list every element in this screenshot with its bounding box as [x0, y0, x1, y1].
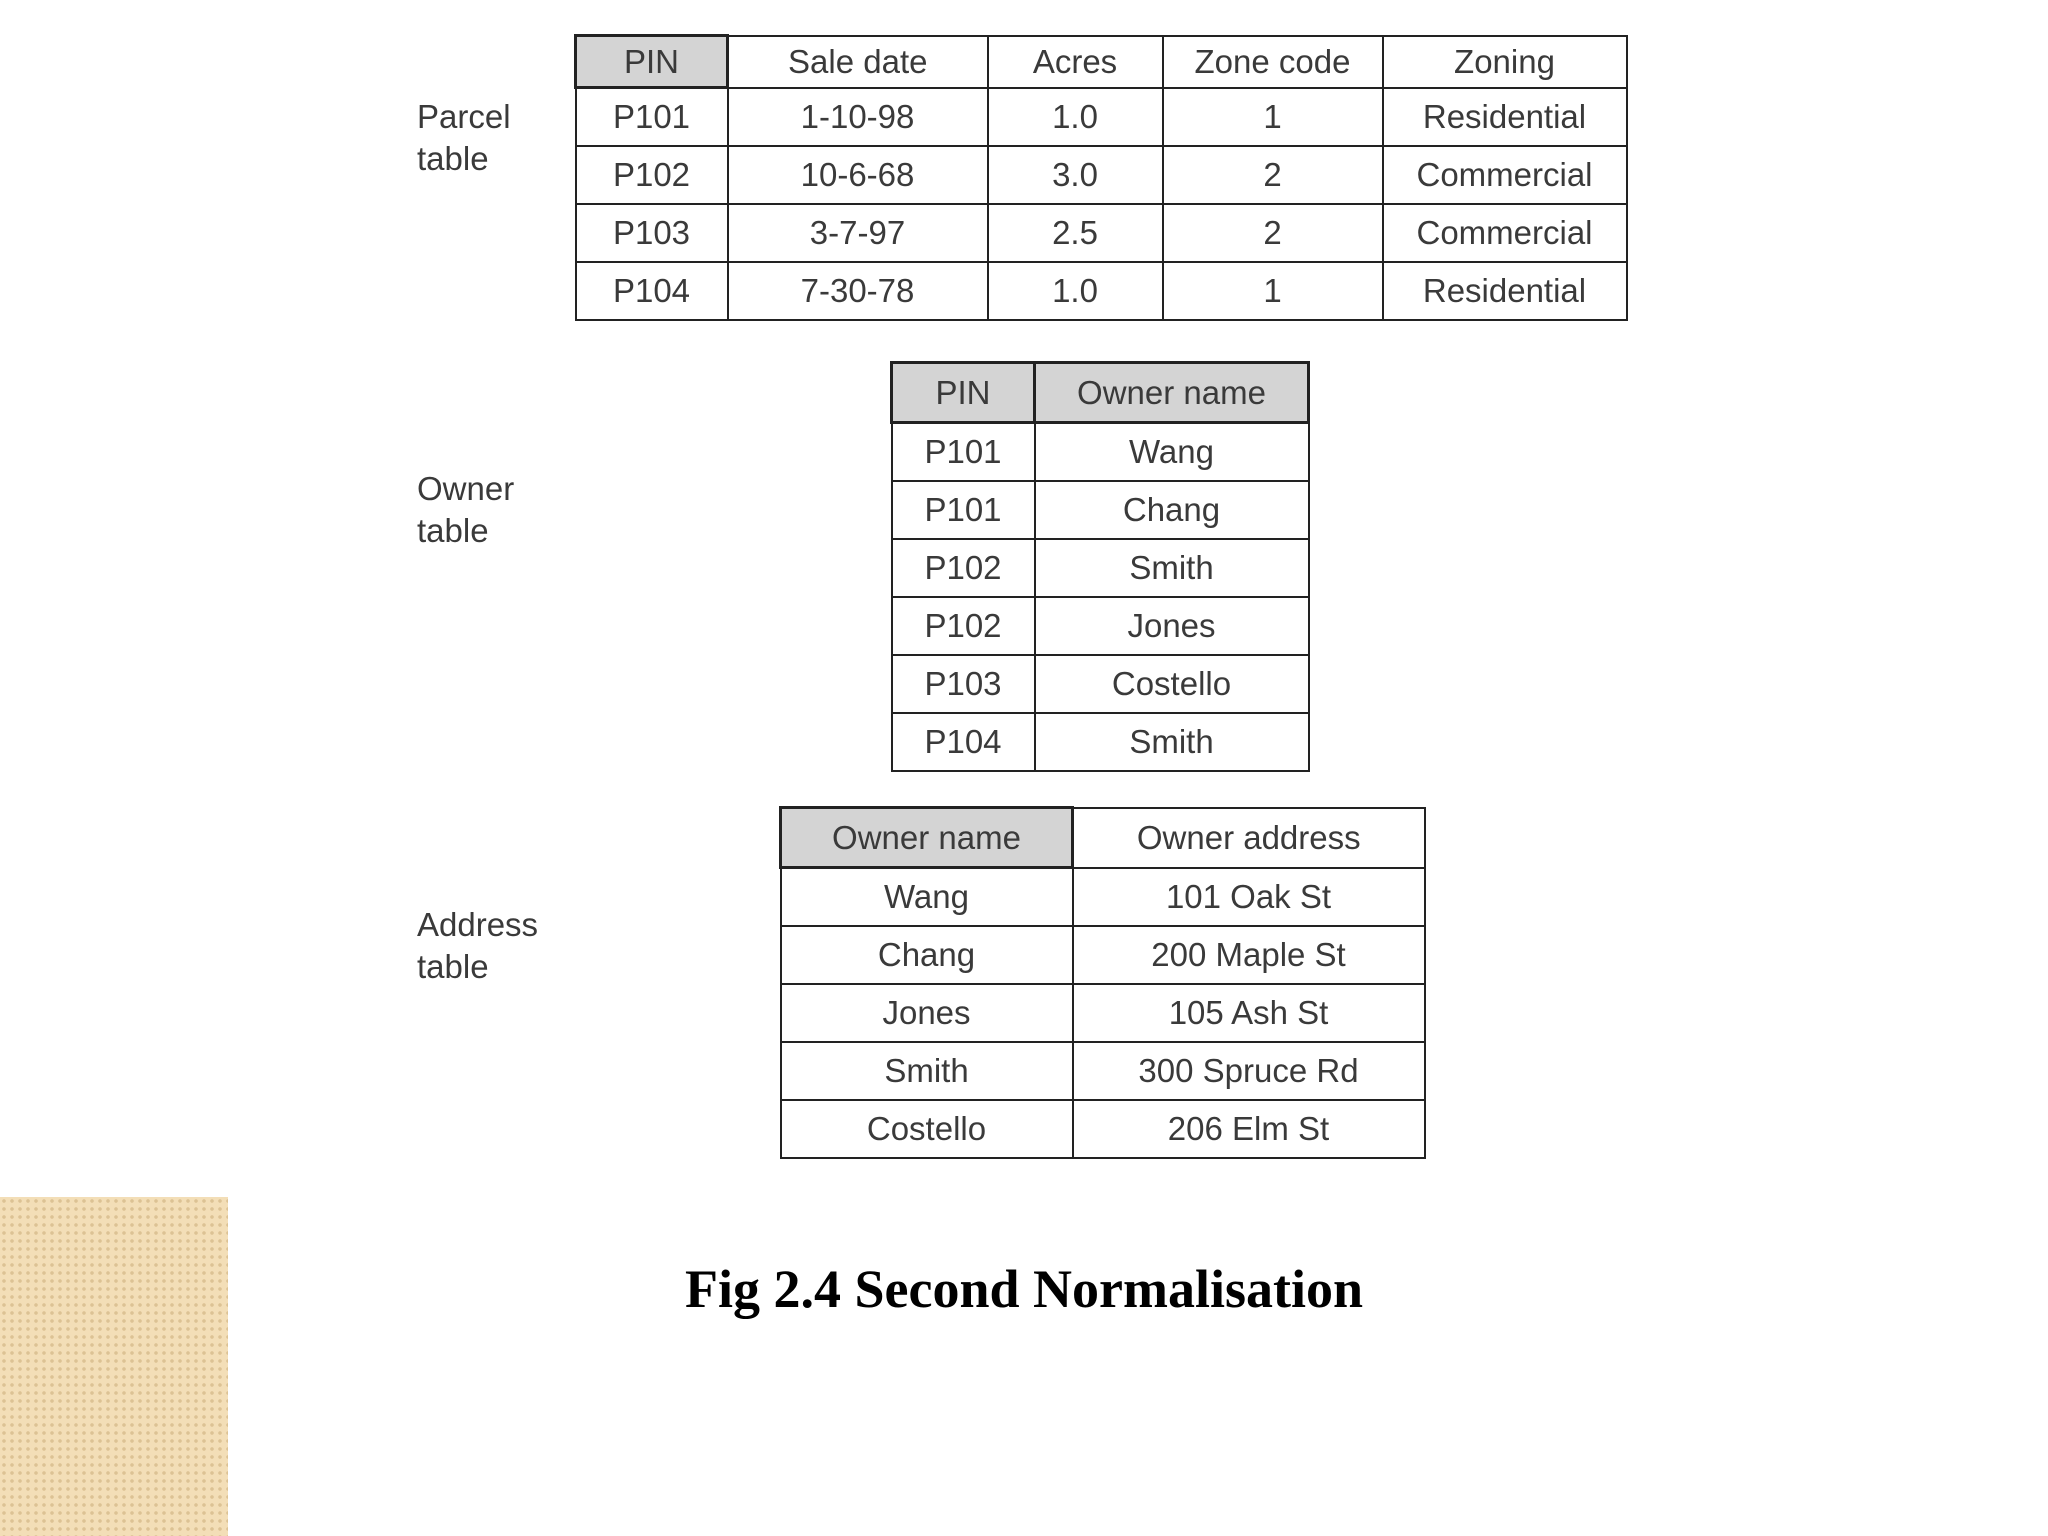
table-cell: 2 [1163, 146, 1383, 204]
table-cell: 200 Maple St [1073, 926, 1425, 984]
table-row [781, 926, 1425, 984]
owner-header-pin: PIN [892, 363, 1035, 423]
table-cell: Jones [1035, 597, 1309, 655]
table-header-row [576, 36, 1627, 88]
table-cell: Commercial [1383, 146, 1627, 204]
table-cell: 105 Ash St [1073, 984, 1425, 1042]
table-cell: Chang [781, 926, 1073, 984]
table-cell: 3.0 [988, 146, 1163, 204]
table-row [892, 481, 1309, 539]
address-label-line1: Address [417, 906, 539, 943]
table-row [781, 984, 1425, 1042]
table-row [892, 423, 1309, 481]
table-row [892, 713, 1309, 771]
table-row [781, 1042, 1425, 1100]
parcel-header-sale-date: Sale date [728, 36, 988, 88]
table-cell: Smith [1035, 539, 1309, 597]
parcel-header-acres: Acres [988, 36, 1163, 88]
table-cell: 7-30-78 [728, 262, 988, 320]
table-cell: 1.0 [988, 262, 1163, 320]
owner-table [890, 361, 1310, 772]
parcel-header-zone-code: Zone code [1163, 36, 1383, 88]
table-cell: Wang [1035, 423, 1309, 481]
table-cell: P101 [892, 481, 1035, 539]
table-cell: 3-7-97 [728, 204, 988, 262]
table-cell: P101 [892, 423, 1035, 481]
table-cell: Commercial [1383, 204, 1627, 262]
table-cell: Jones [781, 984, 1073, 1042]
table-cell: 2.5 [988, 204, 1163, 262]
address-table [779, 806, 1426, 1159]
table-row [576, 146, 1627, 204]
table-row [576, 204, 1627, 262]
table-cell: 1 [1163, 262, 1383, 320]
table-row [892, 597, 1309, 655]
table-cell: 1 [1163, 88, 1383, 146]
table-row [576, 262, 1627, 320]
table-row [892, 539, 1309, 597]
table-cell: 300 Spruce Rd [1073, 1042, 1425, 1100]
table-cell: P102 [576, 146, 728, 204]
table-row [576, 88, 1627, 146]
owner-table-label [417, 468, 514, 552]
table-row [781, 868, 1425, 926]
owner-label-line2: table [417, 512, 489, 549]
table-cell: P103 [576, 204, 728, 262]
parcel-header-zoning: Zoning [1383, 36, 1627, 88]
table-cell: P103 [892, 655, 1035, 713]
table-cell: P102 [892, 597, 1035, 655]
table-row [781, 1100, 1425, 1158]
table-cell: P104 [892, 713, 1035, 771]
address-label-line2: table [417, 948, 489, 985]
table-cell: P104 [576, 262, 728, 320]
table-row [892, 655, 1309, 713]
table-header-row [892, 363, 1309, 423]
table-header-row [781, 808, 1425, 868]
table-cell: Chang [1035, 481, 1309, 539]
table-cell: 101 Oak St [1073, 868, 1425, 926]
table-cell: 206 Elm St [1073, 1100, 1425, 1158]
address-table-label [417, 904, 538, 988]
owner-label-line1: Owner [417, 470, 515, 507]
table-cell: 1-10-98 [728, 88, 988, 146]
table-cell: Wang [781, 868, 1073, 926]
table-cell: Smith [1035, 713, 1309, 771]
parcel-table [574, 34, 1628, 321]
parcel-header-pin: PIN [576, 36, 728, 88]
figure-caption: Fig 2.4 Second Normalisation [684, 1259, 1363, 1319]
table-cell: 1.0 [988, 88, 1163, 146]
table-cell: Residential [1383, 262, 1627, 320]
table-cell: 10-6-68 [728, 146, 988, 204]
address-header-owner-name: Owner name [781, 808, 1073, 868]
table-cell: 2 [1163, 204, 1383, 262]
table-cell: Costello [781, 1100, 1073, 1158]
address-header-owner-address: Owner address [1073, 808, 1425, 868]
parcel-label-line1: Parcel [417, 98, 511, 135]
table-cell: P102 [892, 539, 1035, 597]
parcel-table-label [417, 96, 511, 180]
parcel-label-line2: table [417, 140, 489, 177]
corner-pattern-decoration [0, 1197, 228, 1536]
table-cell: Smith [781, 1042, 1073, 1100]
table-cell: Costello [1035, 655, 1309, 713]
table-cell: P101 [576, 88, 728, 146]
table-cell: Residential [1383, 88, 1627, 146]
owner-header-owner-name: Owner name [1035, 363, 1309, 423]
